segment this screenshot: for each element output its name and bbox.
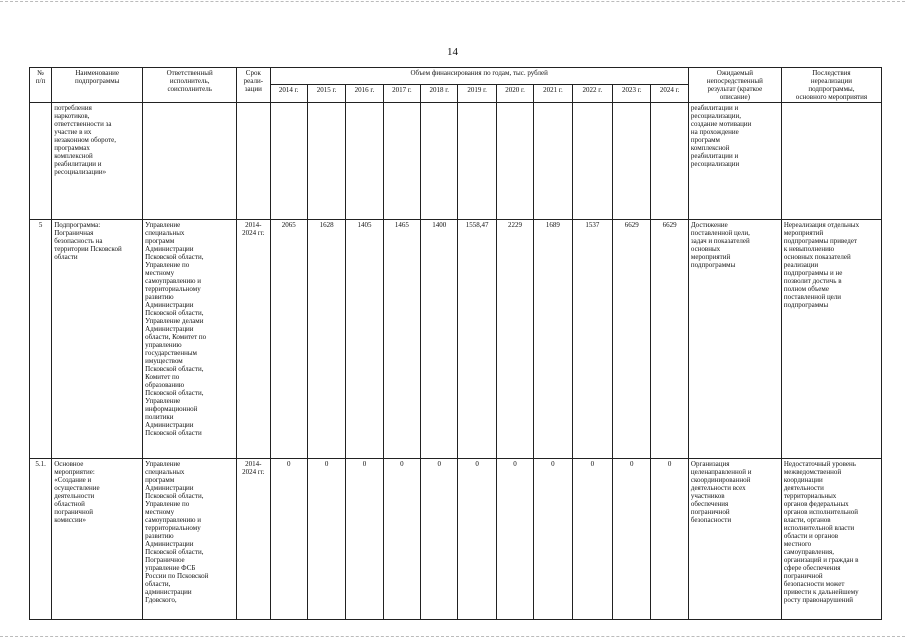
row-value: 0 (651, 459, 688, 620)
header-responsible: Ответственный исполнитель, соисполнитель (143, 68, 237, 103)
header-name: Наименование подпрограммы (52, 68, 143, 103)
program-table (29, 67, 882, 620)
header-num: № п/п (30, 68, 52, 103)
row-value (346, 103, 383, 220)
header-year: 2015 г. (307, 84, 345, 102)
row-term (237, 103, 270, 220)
header-year: 2018 г. (421, 84, 458, 102)
row-value: 1400 (421, 220, 458, 459)
row-value: 0 (613, 459, 651, 620)
row-value (613, 103, 651, 220)
header-year: 2020 г. (496, 84, 533, 102)
row-num (30, 103, 52, 220)
table-row (30, 220, 882, 459)
header-year: 2024 г. (651, 84, 688, 102)
row-value: 0 (307, 459, 345, 620)
row-consequences (781, 103, 881, 220)
header-year: 2019 г. (458, 84, 496, 102)
page-number: 14 (447, 46, 458, 58)
header-consequences: Последствия нереализации подпрограммы, основного мероприятия (781, 68, 881, 103)
scan-top-edge (0, 1, 905, 2)
row-value: 6629 (651, 220, 688, 459)
row-value: 0 (346, 459, 383, 620)
row-value: 1465 (383, 220, 420, 459)
row-value: 6629 (613, 220, 651, 459)
row-value: 0 (534, 459, 572, 620)
row-responsible (143, 103, 237, 220)
row-value: 0 (572, 459, 612, 620)
header-year: 2017 г. (383, 84, 420, 102)
row-value (651, 103, 688, 220)
row-term: 2014- 2024 гг. (237, 220, 270, 459)
row-responsible: Управление специальных программ Администрации Псковской области, Управление по местному самоуправлению и территориальному развитию Администрации Псковской области, Управление делами Администрации области, Комитет по управлению государственным имуществом Псковской области, Комитет по образованию Псковской области, Управление информационной политики Администрации Псковской области (143, 220, 237, 459)
row-value: 0 (383, 459, 420, 620)
row-value (383, 103, 420, 220)
row-value (307, 103, 345, 220)
row-responsible: Управление специальных программ Администрации Псковской области, Управление по местному самоуправлению и территориальному развитию Администрации Псковской области, Пограничное управление ФСБ России по Псковской области, администрации Гдовского, (143, 459, 237, 620)
row-consequences: Недостаточный уровень межведомственной координации деятельности территориальных органов федеральных органов исполнительной власти, органов исполнительной власти области и органов местного самоуправления, организаций и граждан в сфере обеспечения пограничной безопасности может привести к дальнейшему росту правонарушений (781, 459, 881, 620)
row-num: 5.1. (30, 459, 52, 620)
row-name: потребления наркотиков, ответственности за участие в их незаконном обороте, программах комплексной реабилитации и ресоциализации» (52, 103, 143, 220)
row-value: 2229 (496, 220, 533, 459)
header-year: 2022 г. (572, 84, 612, 102)
row-result: Достижение поставленной цели, задач и показателей основных мероприятий подпрограммы (688, 220, 781, 459)
row-value: 1558,47 (458, 220, 496, 459)
row-result: Организация целенаправленной и скоординированной деятельности всех участников обеспечения пограничной безопасности (688, 459, 781, 620)
row-value: 1537 (572, 220, 612, 459)
row-value: 0 (496, 459, 533, 620)
table-row (30, 103, 882, 220)
header-term: Срок реали- зации (237, 68, 270, 103)
row-name: Подпрограмма: Пограничная безопасность на территории Псковской области (52, 220, 143, 459)
row-value (270, 103, 307, 220)
row-value: 1405 (346, 220, 383, 459)
header-result: Ожидаемый непосредственный результат (краткое описание) (688, 68, 781, 103)
row-name: Основное мероприятие: «Создание и осуществление деятельности областной пограничной комиссии» (52, 459, 143, 620)
row-value: 0 (421, 459, 458, 620)
row-value: 2065 (270, 220, 307, 459)
row-value: 0 (458, 459, 496, 620)
row-num: 5 (30, 220, 52, 459)
table-row (30, 459, 882, 620)
header-year: 2016 г. (346, 84, 383, 102)
row-value: 0 (270, 459, 307, 620)
header-year: 2014 г. (270, 84, 307, 102)
row-consequences: Нереализация отдельных мероприятий подпрограммы приведет к невыполнению основных показателей реализации подпрограммы и не позволит достичь в полном объеме поставленной цели подпрограммы (781, 220, 881, 459)
header-year: 2021 г. (534, 84, 572, 102)
row-value (534, 103, 572, 220)
row-value: 1689 (534, 220, 572, 459)
row-value (421, 103, 458, 220)
row-value (458, 103, 496, 220)
row-value: 1628 (307, 220, 345, 459)
row-result: реабилитации и ресоциализации, создание мотивации на прохождение программ комплексной реабилитации и ресоциализации (688, 103, 781, 220)
scan-bottom-edge (0, 636, 905, 637)
header-funding: Объем финансирования по годам, тыс. рублей (270, 68, 688, 85)
row-value (572, 103, 612, 220)
row-value (496, 103, 533, 220)
row-term: 2014- 2024 гг. (237, 459, 270, 620)
header-year: 2023 г. (613, 84, 651, 102)
header-row (30, 68, 882, 85)
